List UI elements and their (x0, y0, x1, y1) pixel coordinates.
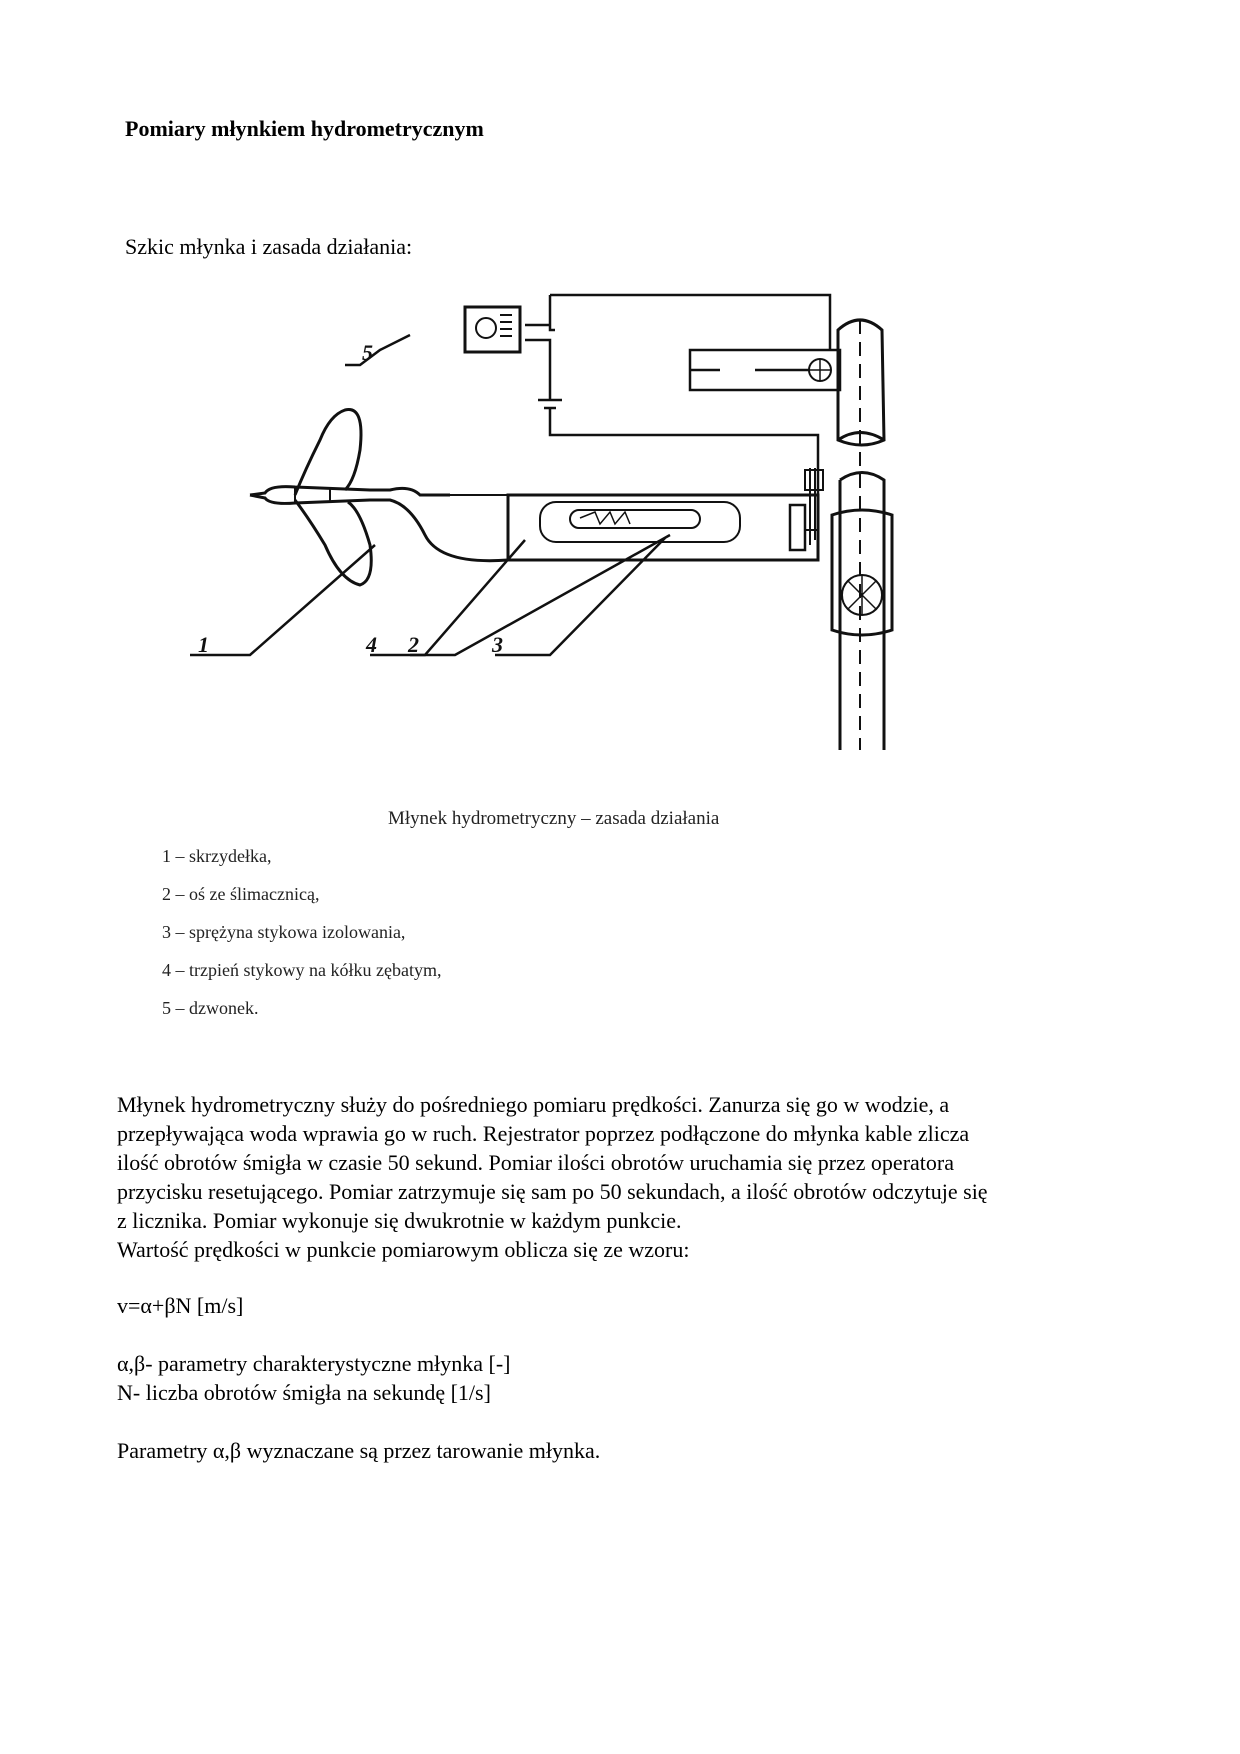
paragraph-line: Młynek hydrometryczny służy do pośredniego pomiaru prędkości. Zanurza się go w wodzie, a (117, 1092, 950, 1117)
current-meter-diagram (198, 290, 960, 750)
label-1: 1 (198, 632, 209, 657)
section-subtitle: Szkic młynka i zasada działania: (125, 234, 413, 259)
label-4: 4 (366, 632, 377, 657)
definition-n: N- liczba obrotów śmigła na sekundę [1/s] (117, 1380, 491, 1405)
mounting-pole-upper (838, 320, 884, 750)
paragraph-line: przepływająca woda wprawia go w ruch. Rejestrator poprzez podłączone do młynka kable zlicza (117, 1121, 970, 1146)
wiring (525, 295, 830, 540)
bell-box (465, 307, 520, 352)
label-3: 3 (492, 632, 503, 657)
paragraph-line: Wartość prędkości w punkcie pomiarowym oblicza się ze wzoru: (117, 1237, 690, 1262)
velocity-formula: v=α+βN [m/s] (117, 1293, 244, 1318)
figure-labels (198, 340, 503, 657)
paragraph-line: z licznika. Pomiar wykonuje się dwukrotnie w każdym punkcie. (117, 1208, 682, 1233)
closing-note: Parametry α,β wyznaczane są przez tarowanie młynka. (117, 1438, 601, 1463)
figure-caption: Młynek hydrometryczny – zasada działania (388, 808, 720, 829)
legend-item-2: 2 – oś ze ślimacznicą, (162, 884, 320, 904)
mounting-pole-lower (832, 473, 892, 751)
label-2: 2 (408, 632, 419, 657)
paragraph-line: przycisku resetującego. Pomiar zatrzymuje się sam po 50 sekundach, a ilość obrotów odczytuje się (117, 1179, 988, 1204)
page-title: Pomiary młynkiem hydrometrycznym (125, 116, 484, 141)
meter-body (450, 468, 823, 560)
legend-item-4: 4 – trzpień stykowy na kółku zębatym, (162, 960, 442, 980)
legend-item-5: 5 – dzwonek. (162, 998, 259, 1018)
legend-item-1: 1 – skrzydełka, (162, 846, 272, 866)
definition-alpha-beta: α,β- parametry charakterystyczne młynka [-] (117, 1351, 511, 1376)
hub-and-nose (250, 487, 508, 561)
label-5: 5 (362, 340, 373, 365)
paragraph-line: ilość obrotów śmigła w czasie 50 sekund. Pomiar ilości obrotów uruchamia się przez operatora (117, 1150, 954, 1175)
description-paragraph (117, 1090, 1127, 1264)
legend-item-3: 3 – sprężyna stykowa izolowania, (162, 922, 406, 942)
